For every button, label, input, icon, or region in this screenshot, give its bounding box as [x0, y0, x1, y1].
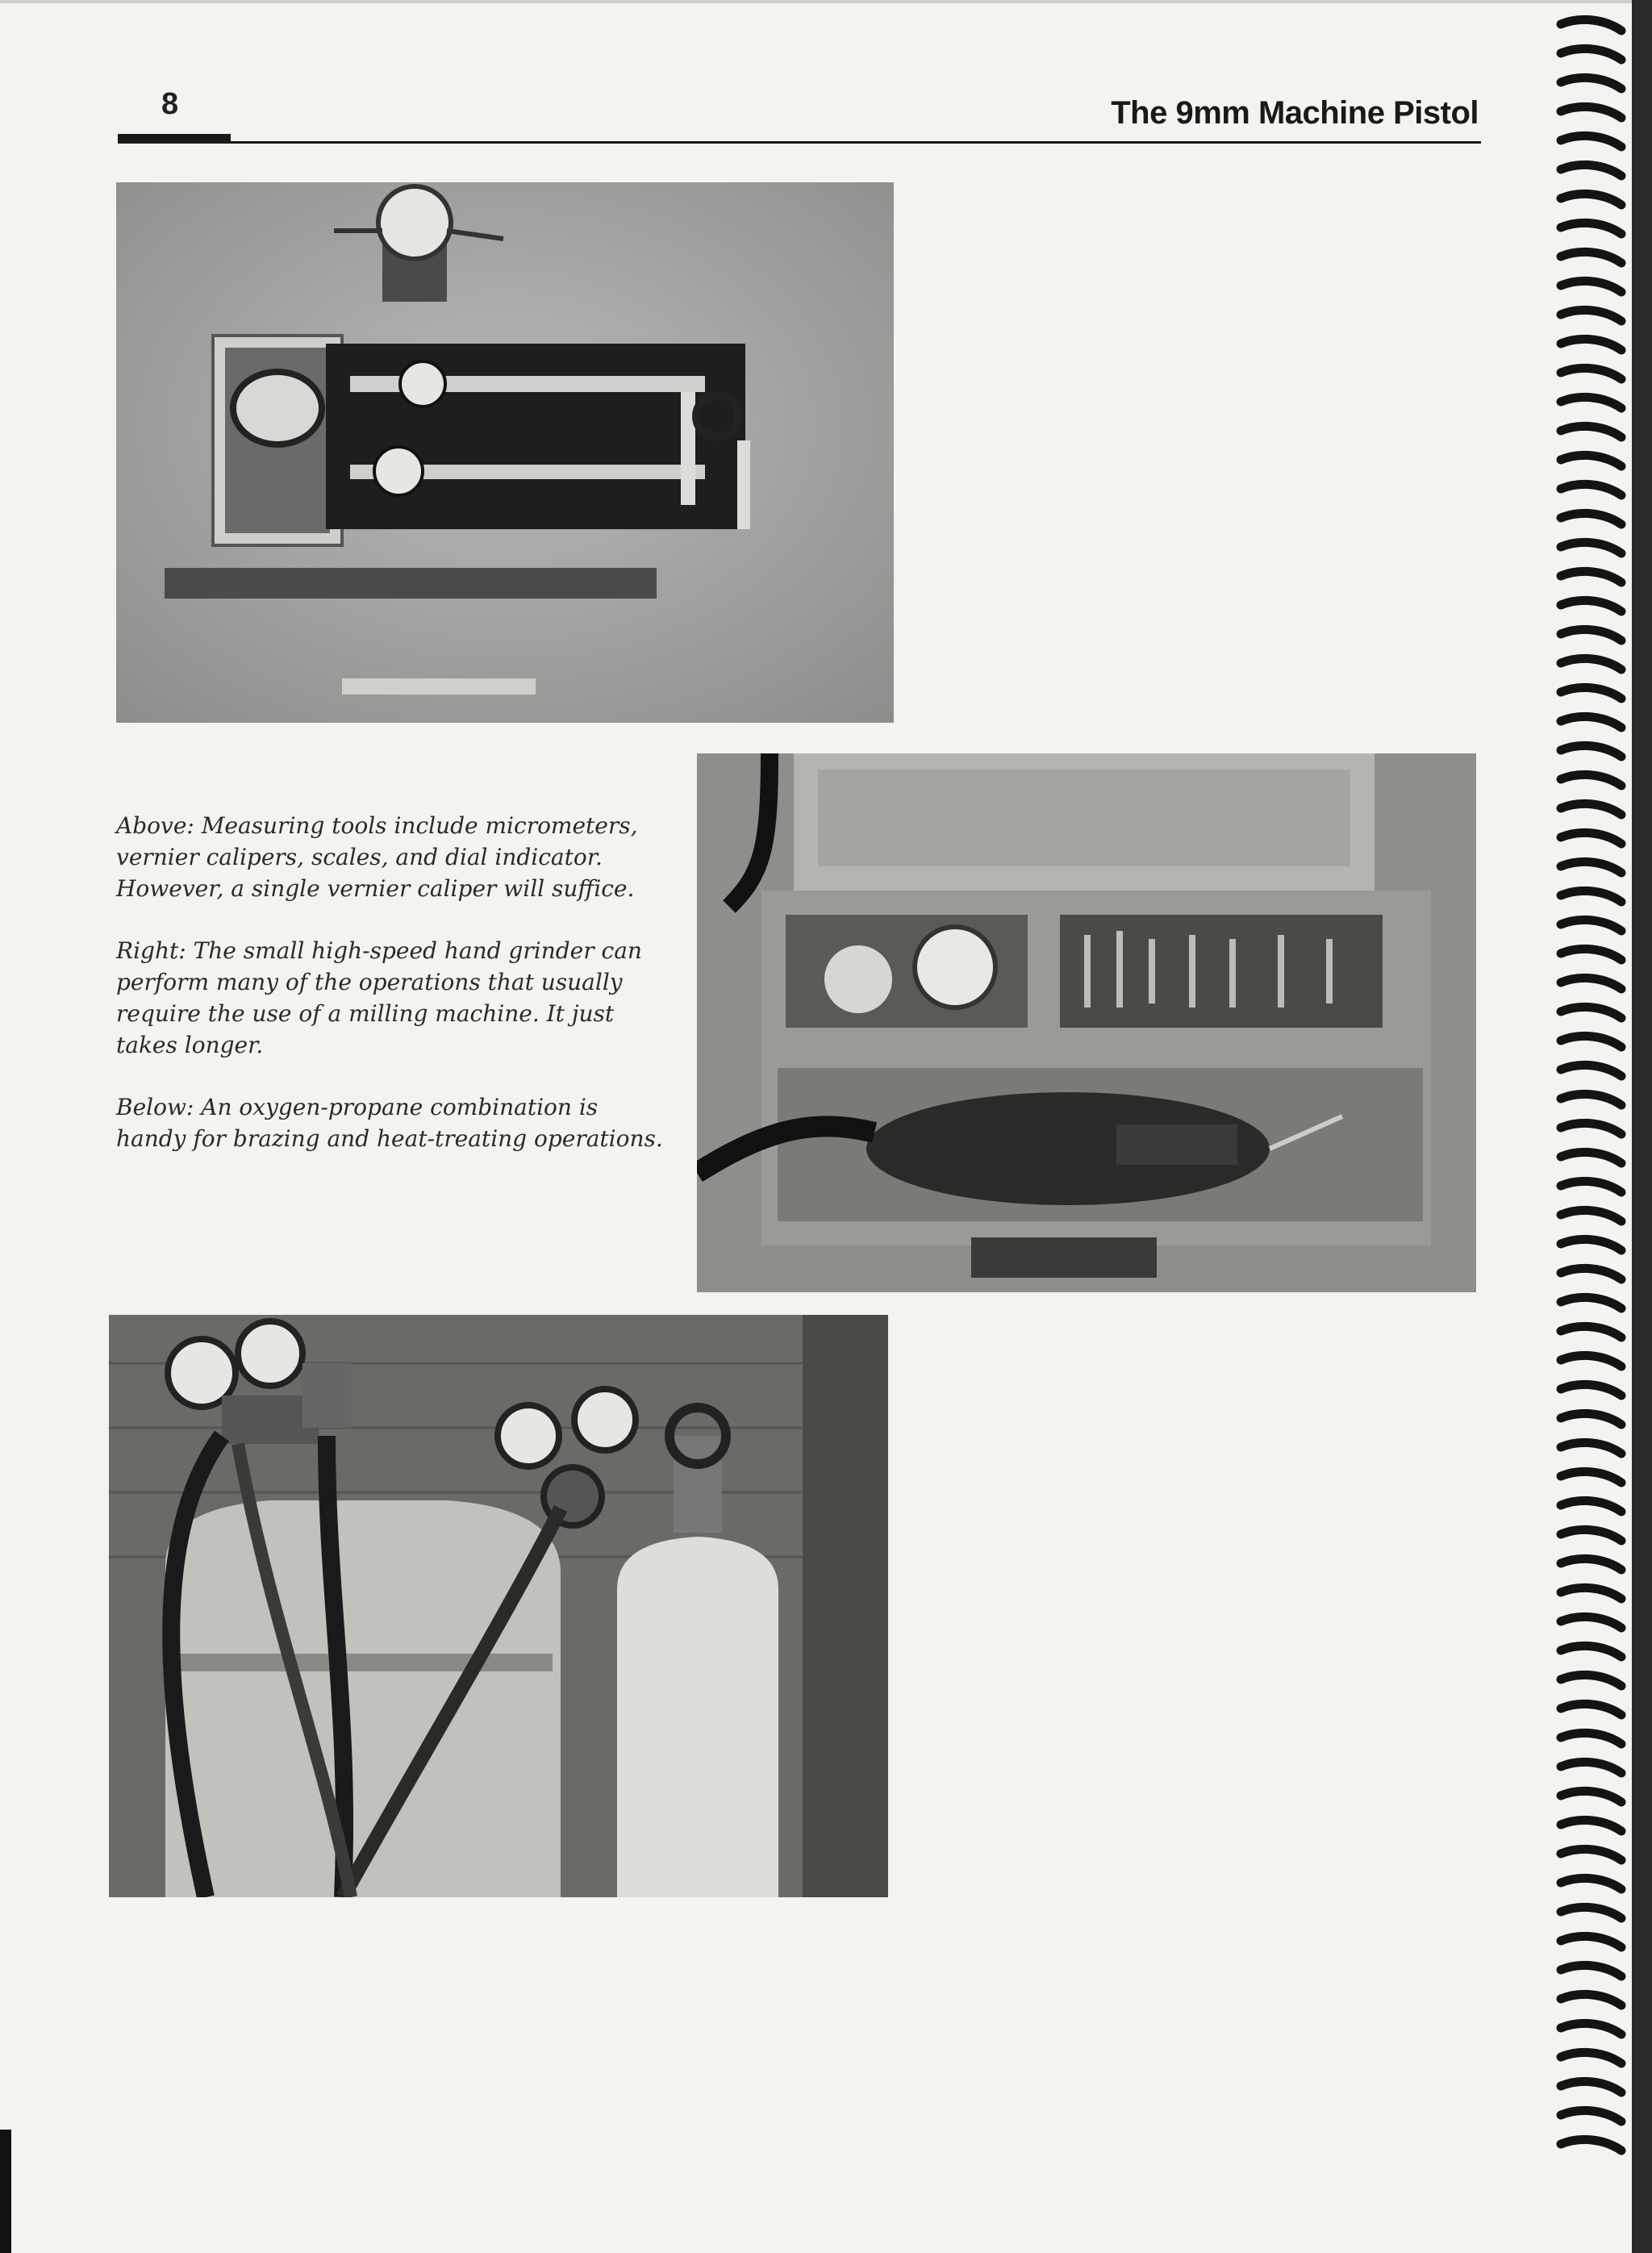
binding-coil — [1561, 571, 1621, 582]
binding-coil — [1561, 542, 1621, 553]
binding-coil — [1561, 194, 1621, 205]
page-top-edge — [0, 0, 1652, 3]
binding-coil — [1561, 1413, 1621, 1425]
binding-coil — [1561, 2052, 1621, 2063]
caption-above: Above: Measuring tools include micrometers, vernier calipers, scales, and dial indicator. However, a single vernier caliper will suffice. — [116, 812, 638, 902]
binding-coil — [1561, 716, 1621, 728]
oxygen-propane-tanks-photo — [109, 1315, 888, 1897]
binding-coil — [1561, 136, 1621, 147]
binding-coil — [1561, 281, 1621, 292]
binding-coil — [1561, 803, 1621, 815]
binding-coil — [1561, 1588, 1621, 1599]
binding-coil — [1561, 1036, 1621, 1047]
binding-coil — [1561, 1617, 1621, 1628]
binding-coil — [1561, 106, 1621, 118]
binding-coil — [1561, 1355, 1621, 1366]
binding-coil — [1561, 2110, 1621, 2122]
binding-coil — [1561, 426, 1621, 437]
binding-coil — [1561, 1936, 1621, 1947]
binding-coil — [1561, 1529, 1621, 1541]
page-edge-shadow — [0, 2130, 11, 2253]
binding-coil — [1561, 1384, 1621, 1396]
binding-coil — [1561, 920, 1621, 931]
caption-right: Right: The small high-speed hand grinder can perform many of the operations that usually require the use of a milling machine. It just takes longer. — [116, 937, 642, 1058]
binding-coil — [1561, 1065, 1621, 1076]
binding-coil — [1561, 310, 1621, 321]
binding-coil — [1561, 223, 1621, 234]
binding-coil — [1561, 629, 1621, 640]
binding-coil — [1561, 48, 1621, 60]
binding-coil — [1561, 1675, 1621, 1686]
binding-coil — [1561, 1181, 1621, 1192]
binding-coil — [1561, 891, 1621, 902]
binding-coil — [1561, 2023, 1621, 2034]
header-rule — [118, 141, 1481, 144]
binding-coil — [1561, 1268, 1621, 1279]
binding-coil — [1561, 832, 1621, 844]
binding-coil — [1561, 455, 1621, 466]
measuring-tools-photo — [116, 182, 894, 723]
photo-captions — [116, 810, 665, 1185]
binding-coil — [1561, 1471, 1621, 1483]
binding-coil — [1561, 1849, 1621, 1860]
binding-coil — [1561, 862, 1621, 873]
binding-coil — [1561, 1704, 1621, 1715]
binding-coil — [1561, 1094, 1621, 1105]
binding-coil — [1561, 600, 1621, 611]
binding-coil — [1561, 774, 1621, 786]
binding-coil — [1561, 1239, 1621, 1250]
binding-coil — [1561, 2081, 1621, 2092]
binding-coil — [1561, 1994, 1621, 2005]
hand-grinder-photo — [697, 753, 1476, 1292]
binding-coil — [1561, 745, 1621, 757]
binding-coil — [1561, 252, 1621, 263]
binding-coil — [1561, 1442, 1621, 1454]
binding-coil — [1561, 1152, 1621, 1163]
spiral-binding — [1545, 0, 1652, 2253]
binding-coil — [1561, 978, 1621, 989]
binding-coil — [1561, 339, 1621, 350]
caption-below: Below: An oxygen-propane combination is handy for brazing and heat-treating operations. — [116, 1094, 663, 1152]
binding-coil — [1561, 1210, 1621, 1221]
binding-coil — [1561, 1326, 1621, 1337]
binding-coil — [1561, 2139, 1621, 2151]
binding-coil — [1561, 1878, 1621, 1889]
binding-coil — [1561, 949, 1621, 960]
binding-coil — [1561, 19, 1621, 31]
binding-coil — [1561, 1820, 1621, 1831]
binding-coil — [1561, 1907, 1621, 1918]
binding-coil — [1561, 1762, 1621, 1773]
binding-coil — [1561, 1500, 1621, 1512]
binding-coil — [1561, 1123, 1621, 1134]
binding-coil — [1561, 1646, 1621, 1657]
binding-coil — [1561, 658, 1621, 670]
binding-coil — [1561, 1965, 1621, 1976]
binding-coil — [1561, 165, 1621, 176]
binding-coil — [1561, 1007, 1621, 1018]
binding-coil — [1561, 1297, 1621, 1308]
binding-coil — [1561, 368, 1621, 379]
binding-coil — [1561, 1791, 1621, 1802]
binding-coil — [1561, 513, 1621, 524]
binding-coil — [1561, 484, 1621, 495]
binding-coil — [1561, 687, 1621, 699]
binding-coil — [1561, 77, 1621, 89]
binding-coil — [1561, 397, 1621, 408]
page-number: 8 — [161, 87, 179, 121]
binding-coil — [1561, 1733, 1621, 1744]
binding-coil — [1561, 1558, 1621, 1570]
running-title: The 9mm Machine Pistol — [1111, 95, 1479, 131]
